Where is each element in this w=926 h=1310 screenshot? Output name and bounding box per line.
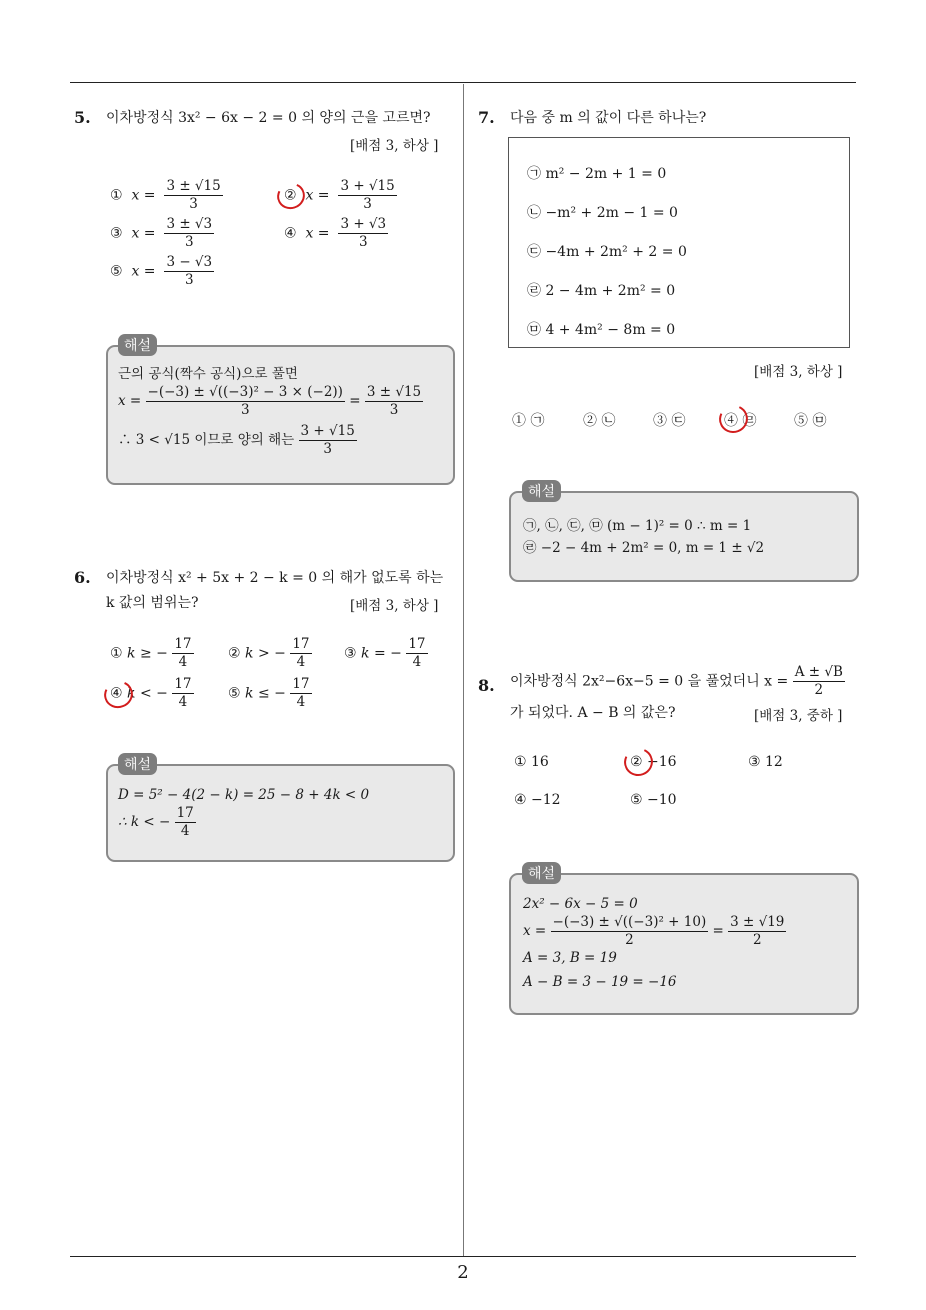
q6-text-line-1: 이차방정식 x² + 5x + 2 − k = 0 의 해가 없도록 하는 — [106, 570, 444, 586]
sol-denominator: 3 — [240, 402, 250, 418]
sol-equals: = — [712, 923, 724, 939]
sol-numerator: −(−3) ± √((−3)² − 3 × (−2)) — [147, 384, 343, 400]
q8-solution-box — [509, 873, 859, 1015]
option-mark: ⑤ — [228, 685, 241, 702]
q5-number: 5. — [74, 108, 91, 127]
option-text: k ≥ − — [127, 645, 168, 662]
option-numerator: 3 ± √15 — [166, 178, 221, 194]
option-mark: ③ — [110, 225, 123, 242]
q8-option-5[interactable]: ⑤ −10 — [630, 792, 677, 808]
q6-option-3[interactable] — [344, 636, 428, 671]
option-numerator: 3 ± √3 — [166, 216, 213, 232]
q6-solution-label: 해설 — [118, 753, 157, 775]
q7-statement-box — [508, 137, 850, 348]
sol-denominator: 4 — [180, 823, 190, 839]
q8-denominator: 2 — [814, 682, 824, 698]
sol-numerator: 3 + √15 — [300, 423, 355, 439]
q7-points: [배점 3, 하상 ] — [754, 364, 843, 380]
q5-solution-label: 해설 — [118, 334, 157, 356]
option-denominator: 3 — [189, 196, 198, 212]
q7-item-1: ㉠ m² − 2m + 1 = 0 — [527, 166, 667, 182]
sol-lhs: x = — [118, 393, 142, 409]
q5-text: 이차방정식 3x² − 6x − 2 = 0 의 양의 근을 고르면? — [106, 110, 431, 126]
sol-numerator: 17 — [176, 805, 194, 821]
option-denominator: 3 — [359, 234, 368, 250]
sol-numerator: 3 ± √19 — [730, 914, 785, 930]
option-numerator: 17 — [174, 636, 192, 652]
option-text: k ≤ − — [245, 685, 286, 702]
option-numerator: 3 + √3 — [340, 216, 387, 232]
q8-text-line-2: 가 되었다. A − B 의 값은? — [510, 705, 676, 721]
q5-option-4[interactable]: ④ x = $\frac{3 + √3}{3}$ — [284, 216, 387, 250]
q7-text: 다음 중 m 의 값이 다른 하나는? — [510, 110, 707, 126]
option-denominator: 4 — [412, 654, 422, 670]
q7-option-5[interactable]: ⑤ ㉤ — [794, 413, 827, 429]
option-denominator: 3 — [363, 196, 372, 212]
q5-sol-line-2 — [118, 384, 423, 419]
q5-solution-body — [118, 365, 423, 458]
sol-lhs: x = — [523, 923, 547, 939]
q8-option-3[interactable]: ③ 12 — [748, 754, 783, 770]
q7-number: 7. — [478, 108, 495, 127]
sol-numerator: 3 ± √15 — [366, 384, 422, 400]
option-text: k = − — [361, 645, 402, 662]
q6-option-1[interactable] — [110, 636, 194, 671]
q8-text-line-1 — [510, 664, 845, 699]
page-number: 2 — [457, 1262, 469, 1283]
q8-option-4[interactable]: ④ −12 — [514, 792, 561, 808]
sol-denominator: 3 — [323, 441, 332, 457]
q7-solution-body — [523, 515, 764, 559]
q6-number: 6. — [74, 568, 91, 587]
bottom-rule — [70, 1256, 856, 1257]
q8-number: 8. — [478, 676, 495, 695]
q6-option-2[interactable] — [228, 636, 312, 671]
q7-item-5: ㉤ 4 + 4m² − 8m = 0 — [527, 322, 676, 338]
option-mark: ④ — [110, 685, 123, 702]
q5-option-3[interactable]: ③ x = $\frac{3 \pm √3}{3}$ — [110, 216, 213, 250]
q7-item-4: ㉣ 2 − 4m + 2m² = 0 — [527, 283, 676, 299]
q6-sol-line-1: D = 5² − 4(2 − k) = 25 − 8 + 4k < 0 — [118, 787, 370, 803]
q8-points: [배점 3, 중하 ] — [754, 708, 843, 724]
q5-sol-line-3 — [118, 423, 423, 458]
option-denominator: 4 — [178, 694, 188, 710]
option-mark: ⑤ — [110, 263, 123, 280]
option-numerator: 17 — [292, 676, 310, 692]
q5-solution-box — [106, 345, 455, 485]
q7-option-4[interactable]: ④ ㉣ — [724, 413, 757, 429]
q8-option-1[interactable]: ① 16 — [514, 754, 549, 770]
q5-option-1[interactable]: ① x = $\frac{3 \pm √15}{3}$ — [110, 178, 221, 212]
q8-sol-line-1: 2x² − 6x − 5 = 0 — [523, 896, 638, 912]
option-denominator: 3 — [185, 272, 194, 288]
q8-text: 이차방정식 2x²−6x−5 = 0 을 풀었더니 x = — [510, 673, 789, 690]
q6-text-line-2: k 값의 범위는? — [106, 595, 199, 611]
option-numerator: 17 — [408, 636, 426, 652]
q7-sol-line-2: ㉣ −2 − 4m + 2m² = 0, m = 1 ± √2 — [523, 540, 765, 556]
option-denominator: 4 — [178, 654, 188, 670]
q5-option-5[interactable]: ⑤ x = $\frac{3 - √3}{3}$ — [110, 254, 213, 288]
option-text: k < − — [127, 685, 168, 702]
option-denominator: 3 — [185, 234, 194, 250]
option-mark: ② — [228, 645, 241, 662]
sol-text: ∴ k < − — [118, 814, 171, 830]
q7-option-3[interactable]: ③ ㉢ — [653, 413, 686, 429]
q8-solution-label: 해설 — [522, 862, 561, 884]
q5-points: [배점 3, 하상 ] — [350, 138, 439, 154]
option-denominator: 4 — [296, 694, 306, 710]
sol-equals: = — [349, 393, 361, 409]
q6-solution-box — [106, 764, 455, 862]
q8-sol-line-2 — [523, 914, 786, 949]
q8-answer-circle-mark — [620, 744, 657, 780]
option-numerator: 3 + √15 — [340, 178, 395, 194]
option-numerator: 17 — [174, 676, 192, 692]
q8-sol-line-4: A − B = 3 − 19 = −16 — [523, 974, 677, 990]
sol-denominator: 2 — [625, 932, 634, 948]
option-mark: ① — [110, 645, 123, 662]
q6-sol-line-2 — [118, 805, 369, 840]
q8-option-2[interactable]: ② −16 — [630, 754, 677, 770]
q8-solution-body — [523, 895, 786, 992]
option-mark: ① — [110, 187, 123, 204]
top-rule — [70, 82, 856, 83]
q7-item-2: ㉡ −m² + 2m − 1 = 0 — [527, 205, 678, 221]
q5-sol-line-1: 근의 공식(짝수 공식)으로 풀면 — [118, 366, 298, 382]
option-numerator: 3 − √3 — [166, 254, 213, 270]
q7-answer-circle-mark — [715, 401, 752, 437]
q7-option-2[interactable]: ② ㉡ — [583, 413, 616, 429]
q6-points: [배점 3, 하상 ] — [350, 598, 439, 614]
sol-text: ∴ 3 < √15 이므로 양의 해는 — [118, 432, 295, 448]
q5-option-2[interactable]: ② x = $\frac{3 + √15}{3}$ — [284, 178, 395, 212]
q7-item-3: ㉢ −4m + 2m² + 2 = 0 — [527, 244, 687, 260]
option-mark: ② — [284, 187, 297, 204]
q7-option-1[interactable]: ① ㉠ — [512, 413, 545, 429]
q6-solution-body — [118, 786, 369, 840]
column-divider — [463, 84, 464, 1257]
sol-denominator: 2 — [752, 932, 762, 948]
q7-solution-box — [509, 491, 859, 582]
option-numerator: 17 — [292, 636, 310, 652]
option-mark: ④ — [284, 225, 297, 242]
option-mark: ③ — [344, 645, 357, 662]
option-text: k > − — [245, 645, 286, 662]
q7-sol-line-1: ㉠, ㉡, ㉢, ㉤ (m − 1)² = 0 ∴ m = 1 — [523, 518, 752, 534]
sol-numerator: −(−3) ± √((−3)² + 10) — [552, 914, 707, 930]
q8-sol-line-3: A = 3, B = 19 — [523, 950, 617, 966]
q8-numerator: A ± √B — [794, 664, 843, 680]
q6-option-5[interactable] — [228, 676, 312, 711]
q7-solution-label: 해설 — [522, 480, 561, 502]
sol-denominator: 3 — [389, 402, 399, 418]
option-denominator: 4 — [296, 654, 306, 670]
